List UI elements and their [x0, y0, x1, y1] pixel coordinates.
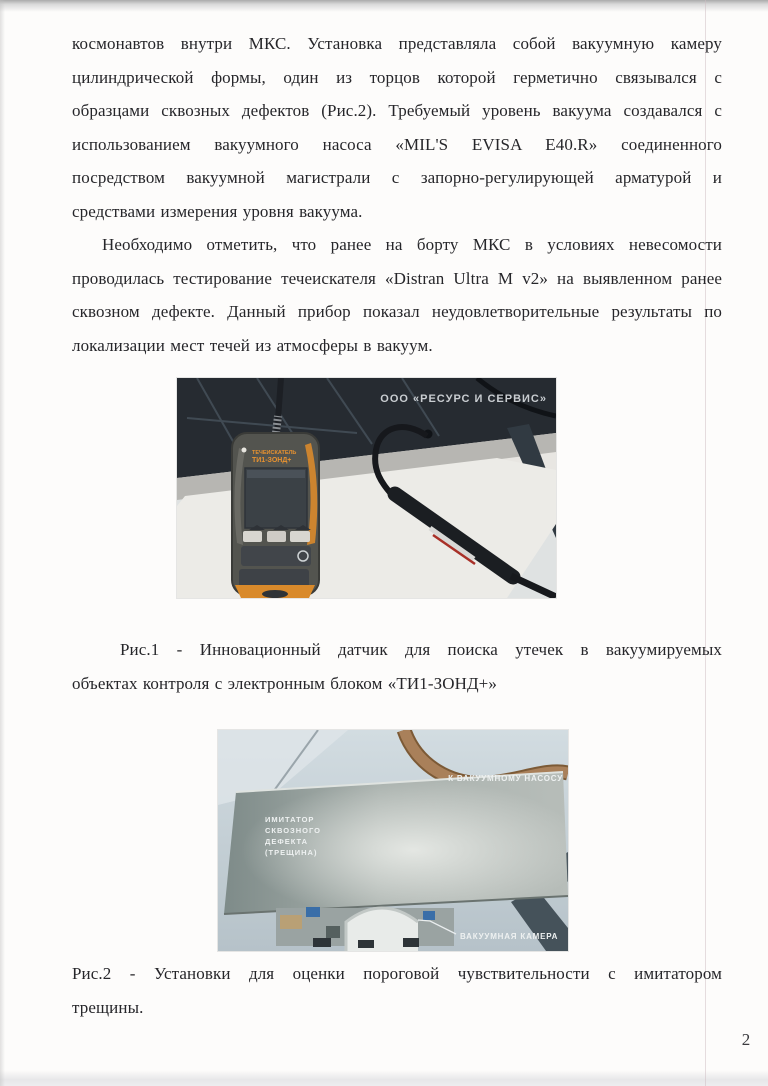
text-line: трещины. — [72, 997, 144, 1017]
figure1-photo — [177, 378, 556, 598]
text-line: объектах контроля с электронным блоком «ТИ1-ЗОНД+» — [72, 673, 497, 693]
paragraph-distran-test — [72, 228, 722, 362]
fig2-label-imitator-line3: ДЕФЕКТА — [265, 837, 309, 846]
body-text — [72, 27, 722, 362]
paragraph-vacuum-setup — [72, 27, 722, 228]
figure2-caption — [72, 957, 722, 1024]
text-line: Рис.1 - Инновационный датчик для поиска утечек в вакуумируемых — [120, 640, 722, 659]
fig1-device — [232, 433, 319, 598]
fig2-chamber-assembly — [276, 907, 454, 951]
text-line: образцами сквозных дефектов (Рис.2). Требуемый уровень вакуума создавался с — [72, 101, 722, 120]
fig2-label-imitator-line1: ИМИТАТОР — [265, 815, 315, 824]
fig1-watermark: ООО «РЕСУРС И СЕРВИС» — [380, 393, 547, 405]
fig2-label-chamber: ВАКУУМНАЯ КАМЕРА — [460, 932, 559, 941]
fig2-label-imitator-line4: (ТРЕЩИНА) — [265, 848, 318, 857]
fig2-label-imitator-line2: СКВОЗНОГО — [265, 826, 321, 835]
text-line: проводилась тестирование течеискателя «Distran Ultra M v2» на выявленном ранее — [72, 268, 722, 288]
figure1-caption — [72, 633, 722, 700]
scan-edge-left — [0, 0, 5, 1086]
fig1-device-brand: ТЕЧЕИСКАТЕЛЬ — [252, 450, 297, 456]
text-line: средствами измерения уровня вакуума. — [72, 201, 363, 221]
text-line: посредством вакуумной магистрали с запорно-регулирующей арматурой и — [72, 168, 722, 187]
fig1-device-model: ТИ1-ЗОНД+ — [252, 457, 292, 464]
text-line: цилиндрической формы, один из торцов которой герметично связывался с — [72, 67, 722, 87]
text-line: сквозном дефекте. Данный прибор показал неудовлетворительные результаты по — [72, 302, 722, 321]
figure2-photo — [218, 730, 568, 951]
fig2-label-pump: К ВАКУУМНОМУ НАСОСУ — [448, 774, 563, 783]
text-line: космонавтов внутри МКС. Установка представляла собой вакуумную камеру — [72, 34, 722, 53]
text-line: локализации мест течей из атмосферы в вакуум. — [72, 335, 433, 355]
scan-edge-bottom — [0, 1070, 768, 1086]
text-line: использованием вакуумного насоса «MIL'S EVISA E40.R» соединенного — [72, 134, 722, 154]
scan-edge-top — [0, 0, 768, 12]
text-line: Рис.2 - Установки для оценки пороговой чувствительности с имитатором — [72, 964, 722, 983]
page-number: 2 — [741, 1030, 751, 1049]
text-line: Необходимо отметить, что ранее на борту МКС в условиях невесомости — [102, 235, 722, 254]
